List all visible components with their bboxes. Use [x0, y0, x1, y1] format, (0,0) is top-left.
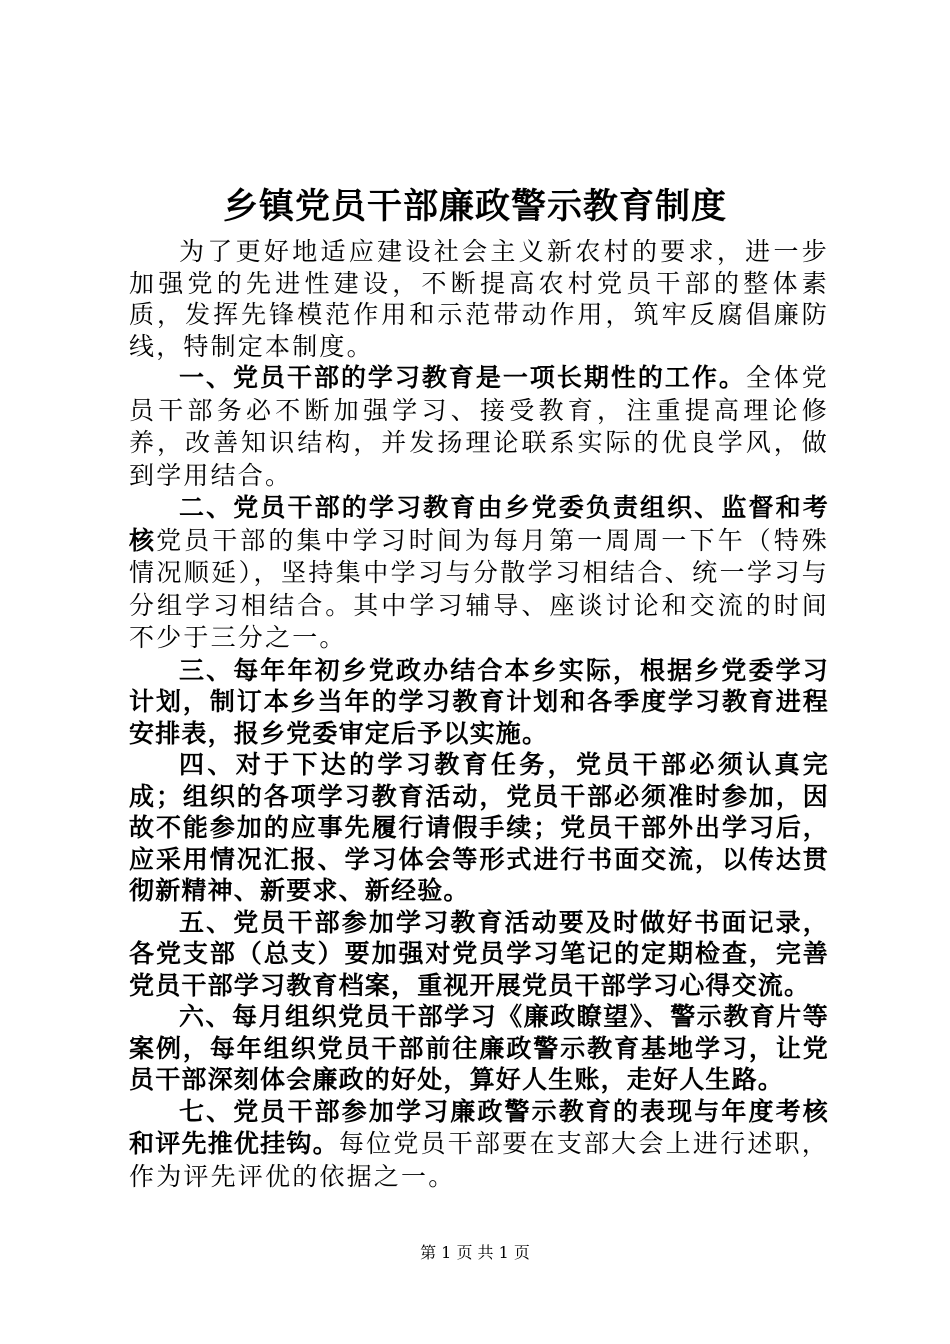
- document-title: 乡镇党员干部廉政警示教育制度: [222, 187, 727, 227]
- document-body: [129, 236, 829, 1193]
- article-5: 五、党员干部参加学习教育活动要及时做好书面记录，各党支部（总支）要加强对党员学习笔记的定期检查，完善党员干部学习教育档案，重视开展党员干部学习心得交流。: [129, 907, 829, 1000]
- article-1-heading: 一、党员干部的学习教育是一项长期性的工作。: [179, 363, 746, 392]
- article-2: [129, 492, 829, 655]
- article-6: 六、每月组织党员干部学习《廉政瞭望》、警示教育片等案例，每年组织党员干部前往廉政警示教育基地学习，让党员干部深刻体会廉政的好处，算好人生账，走好人生路。: [129, 1002, 829, 1094]
- article-7-text: 每位党员干部要在支部大会上进行述职，作为评先评优的依据之一。: [129, 1129, 829, 1191]
- page-footer: 第 1 页 共 1 页: [420, 1243, 530, 1262]
- intro-paragraph: 为了更好地适应建设社会主义新农村的要求，进一步加强党的先进性建设，不断提高农村党员干部的整体素质，发挥先锋模范作用和示范带动作用，筑牢反腐倡廉防线，特制定本制度。: [129, 237, 829, 361]
- article-2-heading: 二、党员干部的学习教育由乡党委负责组织、监督和考核: [129, 493, 829, 555]
- article-1: [129, 362, 829, 492]
- article-7-heading: 七、党员干部参加学习廉政警示教育的表现与年度考核和评先推优挂钩。: [129, 1096, 829, 1158]
- article-4: 四、对于下达的学习教育任务，党员干部必须认真完成；组织的各项学习教育活动，党员干部必须准时参加，因故不能参加的应事先履行请假手续；党员干部外出学习后，应采用情况汇报、学习体会等形式进行书面交流，以传达贯彻新精神、新要求、新经验。: [129, 750, 829, 905]
- article-7: [129, 1096, 829, 1194]
- article-2-text: 党员干部的集中学习时间为每月第一周周一下午（特殊情况顺延），坚持集中学习与分散学习相结合、统一学习与分组学习相结合。其中学习辅导、座谈讨论和交流的时间不少于三分之一。: [129, 525, 829, 652]
- article-1-text: 全体党员干部务必不断加强学习、接受教育，注重提高理论修养，改善知识结构，并发扬理论联系实际的优良学风，做到学用结合。: [129, 363, 829, 490]
- article-3: 三、每年年初乡党政办结合本乡实际，根据乡党委学习计划，制订本乡当年的学习教育计划和各季度学习教育进程安排表，报乡党委审定后予以实施。: [129, 655, 829, 748]
